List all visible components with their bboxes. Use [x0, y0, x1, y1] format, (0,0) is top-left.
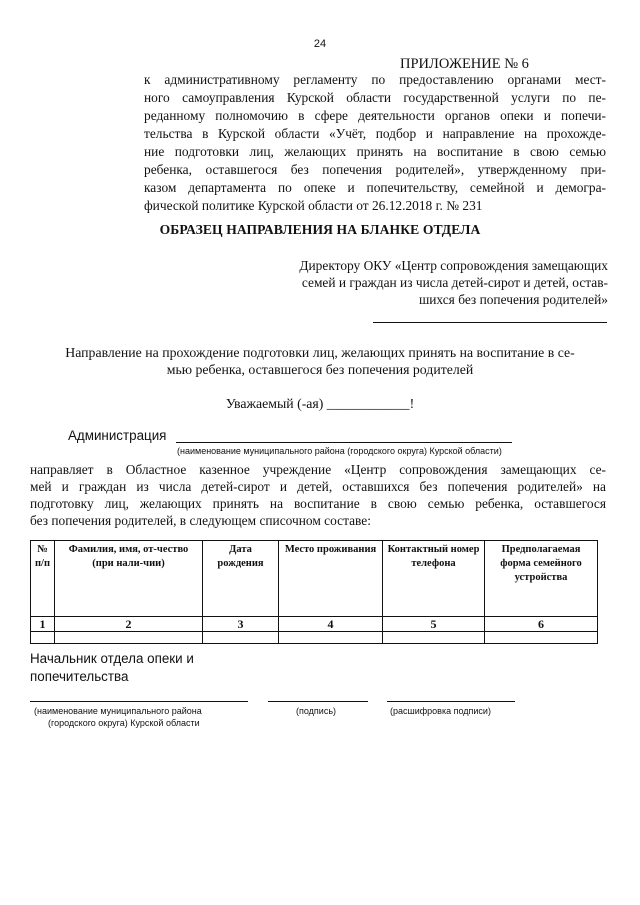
preamble-line: фической политике Курской области от 26.12.2018 г. № 231: [144, 198, 483, 213]
body-line: без попечения родителей, в следующем списочном составе:: [30, 513, 371, 528]
table-number-cell: 5: [383, 617, 485, 632]
table-cell[interactable]: [203, 632, 279, 644]
body-line: подготовку лиц, желающих принять на воспитание в свою семью ребенка, оставшегося: [30, 496, 606, 511]
table-header-row: [31, 541, 598, 617]
signatory-title-line: попечительства: [30, 669, 129, 684]
body-line: мей и граждан из числа детей-сирот и детей, оставшихся без попечения родителей» на: [30, 479, 606, 494]
table-number-row: [31, 617, 598, 632]
table-number-cell: 2: [55, 617, 203, 632]
table-header-cell: № п/п: [31, 541, 55, 617]
signature-caption: (подпись): [296, 706, 337, 716]
addressee-line: шихся без попечения родителей»: [418, 292, 608, 307]
addressee-line: Директору ОКУ «Центр сопровождения замещающих: [299, 258, 608, 273]
table-header-cell: Контактный номер телефона: [383, 541, 485, 617]
preamble-line: тельства в Курской области «Учёт, подбор и направление на прохожде-: [144, 126, 606, 141]
table-cell[interactable]: [383, 632, 485, 644]
table-cell[interactable]: [485, 632, 598, 644]
district-caption: (наименование муниципального района: [34, 706, 202, 716]
salutation: Уважаемый (-ая) ____________!: [225, 396, 415, 411]
preamble-line: казом департамента по опеке и попечительству, семейной и демогра-: [144, 180, 606, 195]
table-header-cell: Фамилия, имя, от-чество (при нали-чии): [55, 541, 203, 617]
preamble-line: ние подготовки лиц, желающих принять на воспитание в свою семью: [144, 144, 606, 159]
preamble-line: реданному полномочию в сфере деятельности органов опеки и попечи-: [144, 108, 606, 123]
signature-decoding-line[interactable]: [387, 701, 515, 702]
table-cell[interactable]: [31, 632, 55, 644]
table-row: [31, 632, 598, 644]
table-header-cell: Предполагаемая форма семейного устройства: [485, 541, 598, 617]
district-name-line[interactable]: [30, 701, 248, 702]
signature-decoding-caption: (расшифровка подписи): [390, 706, 491, 716]
table-header-cell: Место проживания: [279, 541, 383, 617]
signature-line[interactable]: [268, 701, 368, 702]
table-number-cell: 3: [203, 617, 279, 632]
subject-line: мью ребенка, оставшегося без попечения родителей: [166, 362, 474, 377]
addressee-underline: [373, 322, 607, 323]
table-header-cell: Дата рождения: [203, 541, 279, 617]
preamble-line: ребенка, оставшегося без попечения родителей», утвержденному при-: [144, 162, 606, 177]
subject-line: Направление на прохождение подготовки лиц, желающих принять на воспитание в се-: [65, 345, 575, 360]
administration-caption: (наименование муниципального района (городского округа) Курской области): [177, 446, 502, 456]
document-heading: ОБРАЗЕЦ НАПРАВЛЕНИЯ НА БЛАНКЕ ОТДЕЛА: [159, 222, 481, 237]
preamble-line: ного самоуправления Курской области государственной услуги по пе-: [144, 90, 606, 105]
table-cell[interactable]: [55, 632, 203, 644]
table-number-cell: 6: [485, 617, 598, 632]
administration-label: Администрация: [68, 428, 167, 443]
participants-table: [30, 540, 598, 644]
preamble-line: к административному регламенту по предоставлению органами мест-: [144, 72, 606, 87]
administration-name-line[interactable]: [176, 442, 512, 443]
table-number-cell: 1: [31, 617, 55, 632]
table-number-cell: 4: [279, 617, 383, 632]
body-line: направляет в Областное казенное учреждение «Центр сопровождения замещающих се-: [30, 462, 606, 477]
table-cell[interactable]: [279, 632, 383, 644]
appendix-title: ПРИЛОЖЕНИЕ № 6: [400, 56, 529, 72]
signatory-title-line: Начальник отдела опеки и: [30, 651, 194, 666]
district-caption: (городского округа) Курской области: [48, 718, 200, 728]
addressee-line: семей и граждан из числа детей-сирот и детей, остав-: [301, 275, 608, 290]
page-number: 24: [313, 38, 327, 50]
